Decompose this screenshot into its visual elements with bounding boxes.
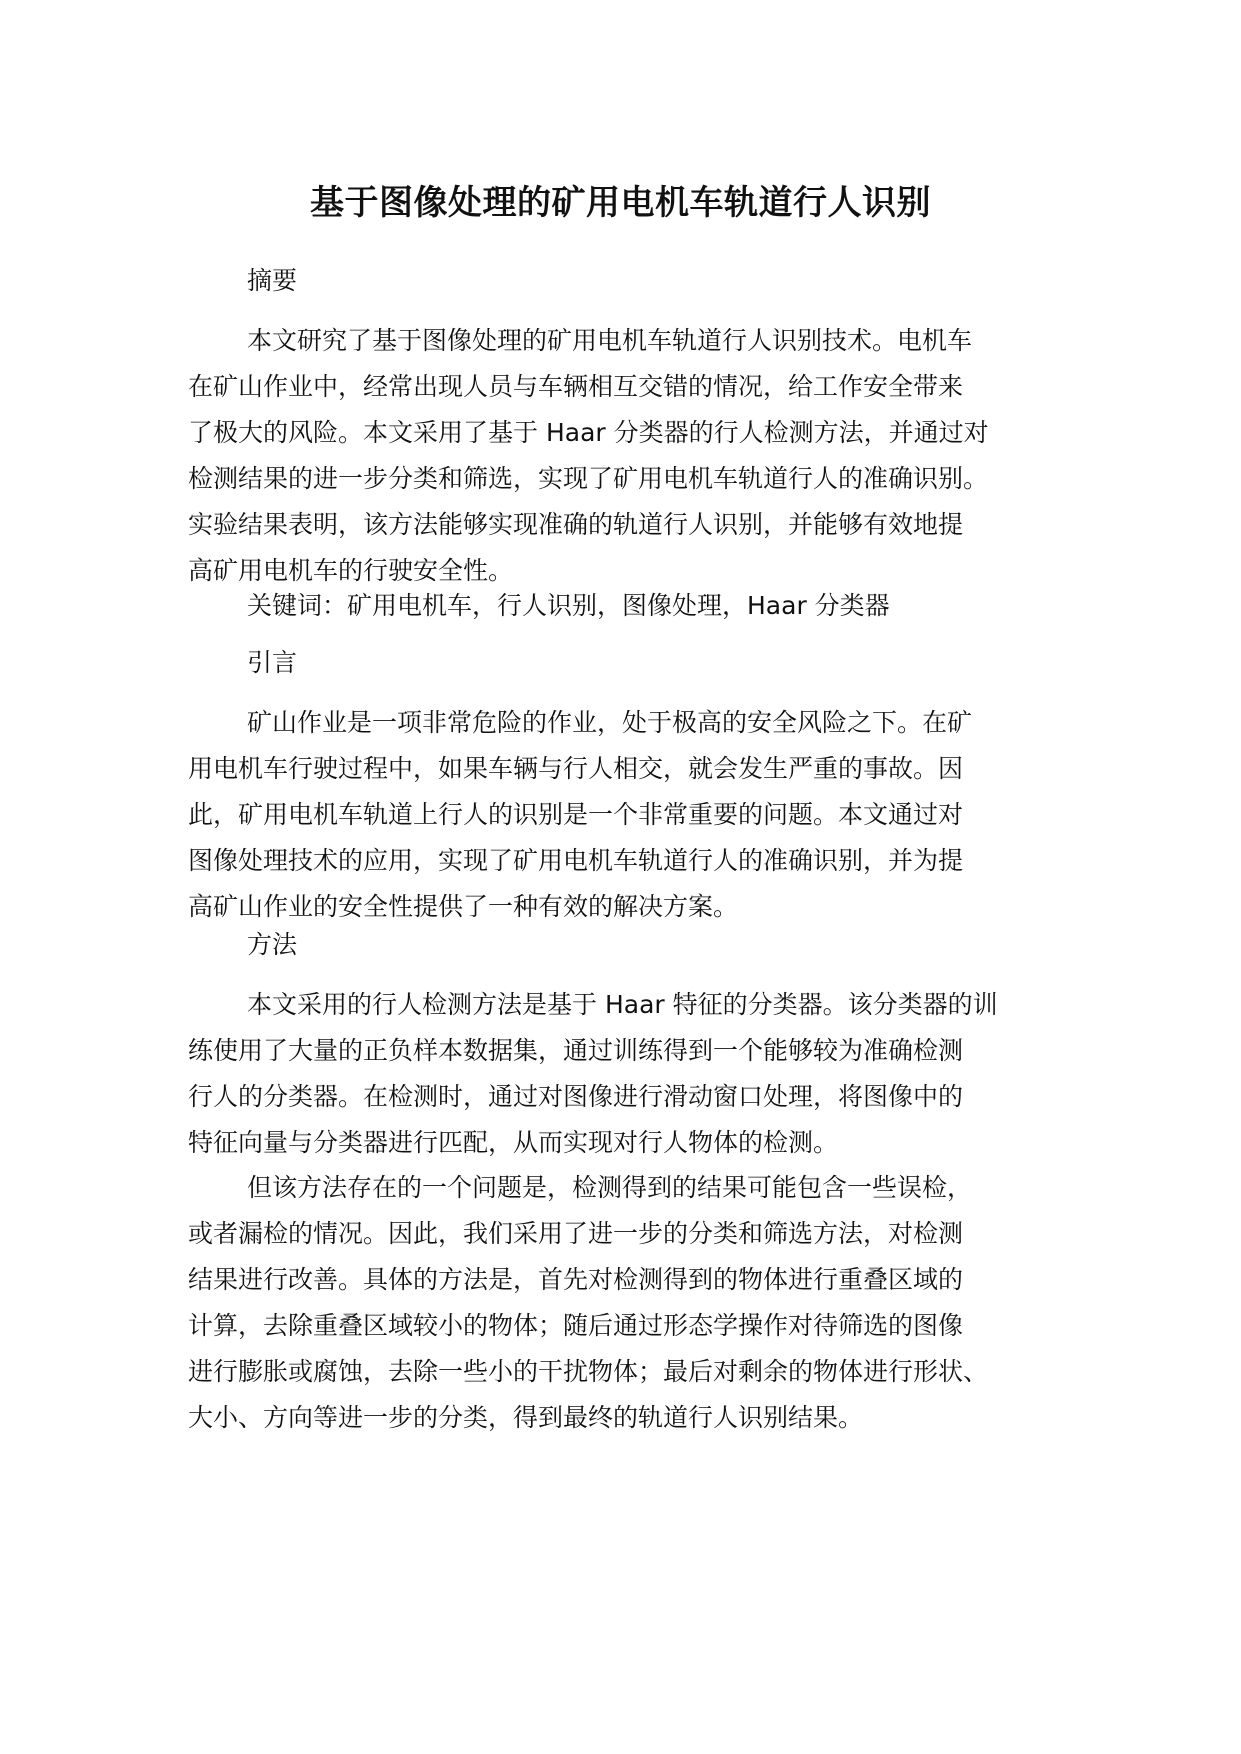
introduction-line: 用电机车行驶过程中，如果车辆与行人相交，就会发生严重的事故。因 [188, 754, 964, 783]
abstract-line: 本文研究了基于图像处理的矿用电机车轨道行人识别技术。电机车 [247, 326, 973, 355]
method-line: 行人的分类器。在检测时，通过对图像进行滑动窗口处理，将图像中的 [188, 1082, 964, 1111]
method-line: 特征向量与分类器进行匹配，从而实现对行人物体的检测。 [188, 1128, 839, 1157]
abstract-line: 在矿山作业中，经常出现人员与车辆相互交错的情况，给工作安全带来 [188, 372, 964, 401]
abstract-line: 检测结果的进一步分类和筛选，实现了矿用电机车轨道行人的准确识别。 [188, 464, 989, 493]
introduction-line: 高矿山作业的安全性提供了一种有效的解决方案。 [188, 892, 739, 921]
introduction-heading: 引言 [247, 648, 298, 677]
paper-title: 基于图像处理的矿用电机车轨道行人识别 [310, 183, 931, 223]
method-line: 练使用了大量的正负样本数据集，通过训练得到一个能够较为准确检测 [188, 1036, 964, 1065]
abstract-line: 实验结果表明，该方法能够实现准确的轨道行人识别，并能够有效地提 [188, 510, 964, 539]
abstract-paragraph [0, 318, 1241, 594]
method-line: 本文采用的行人检测方法是基于 Haar 特征的分类器。该分类器的训 [247, 990, 998, 1019]
introduction-paragraph [0, 700, 1241, 930]
method-paragraph-1 [0, 982, 1241, 1166]
method-line: 进行膨胀或腐蚀，去除一些小的干扰物体；最后对剩余的物体进行形状、 [188, 1357, 989, 1386]
keywords-line: 关键词：矿用电机车，行人识别，图像处理，Haar 分类器 [247, 591, 890, 620]
method-line: 结果进行改善。具体的方法是，首先对检测得到的物体进行重叠区域的 [188, 1265, 964, 1294]
method-line: 计算，去除重叠区域较小的物体；随后通过形态学操作对待筛选的图像 [188, 1311, 964, 1340]
method-paragraph-2 [0, 1165, 1241, 1441]
method-line: 但该方法存在的一个问题是，检测得到的结果可能包含一些误检， [247, 1173, 973, 1202]
abstract-line: 高矿用电机车的行驶安全性。 [188, 556, 514, 585]
method-line: 大小、方向等进一步的分类，得到最终的轨道行人识别结果。 [188, 1403, 864, 1432]
method-line: 或者漏检的情况。因此，我们采用了进一步的分类和筛选方法，对检测 [188, 1219, 964, 1248]
introduction-line: 此，矿用电机车轨道上行人的识别是一个非常重要的问题。本文通过对 [188, 800, 964, 829]
abstract-line: 了极大的风险。本文采用了基于 Haar 分类器的行人检测方法，并通过对 [188, 418, 989, 447]
method-heading: 方法 [247, 930, 298, 959]
abstract-heading: 摘要 [247, 266, 298, 295]
introduction-line: 矿山作业是一项非常危险的作业，处于极高的安全风险之下。在矿 [247, 708, 973, 737]
introduction-line: 图像处理技术的应用，实现了矿用电机车轨道行人的准确识别，并为提 [188, 846, 964, 875]
